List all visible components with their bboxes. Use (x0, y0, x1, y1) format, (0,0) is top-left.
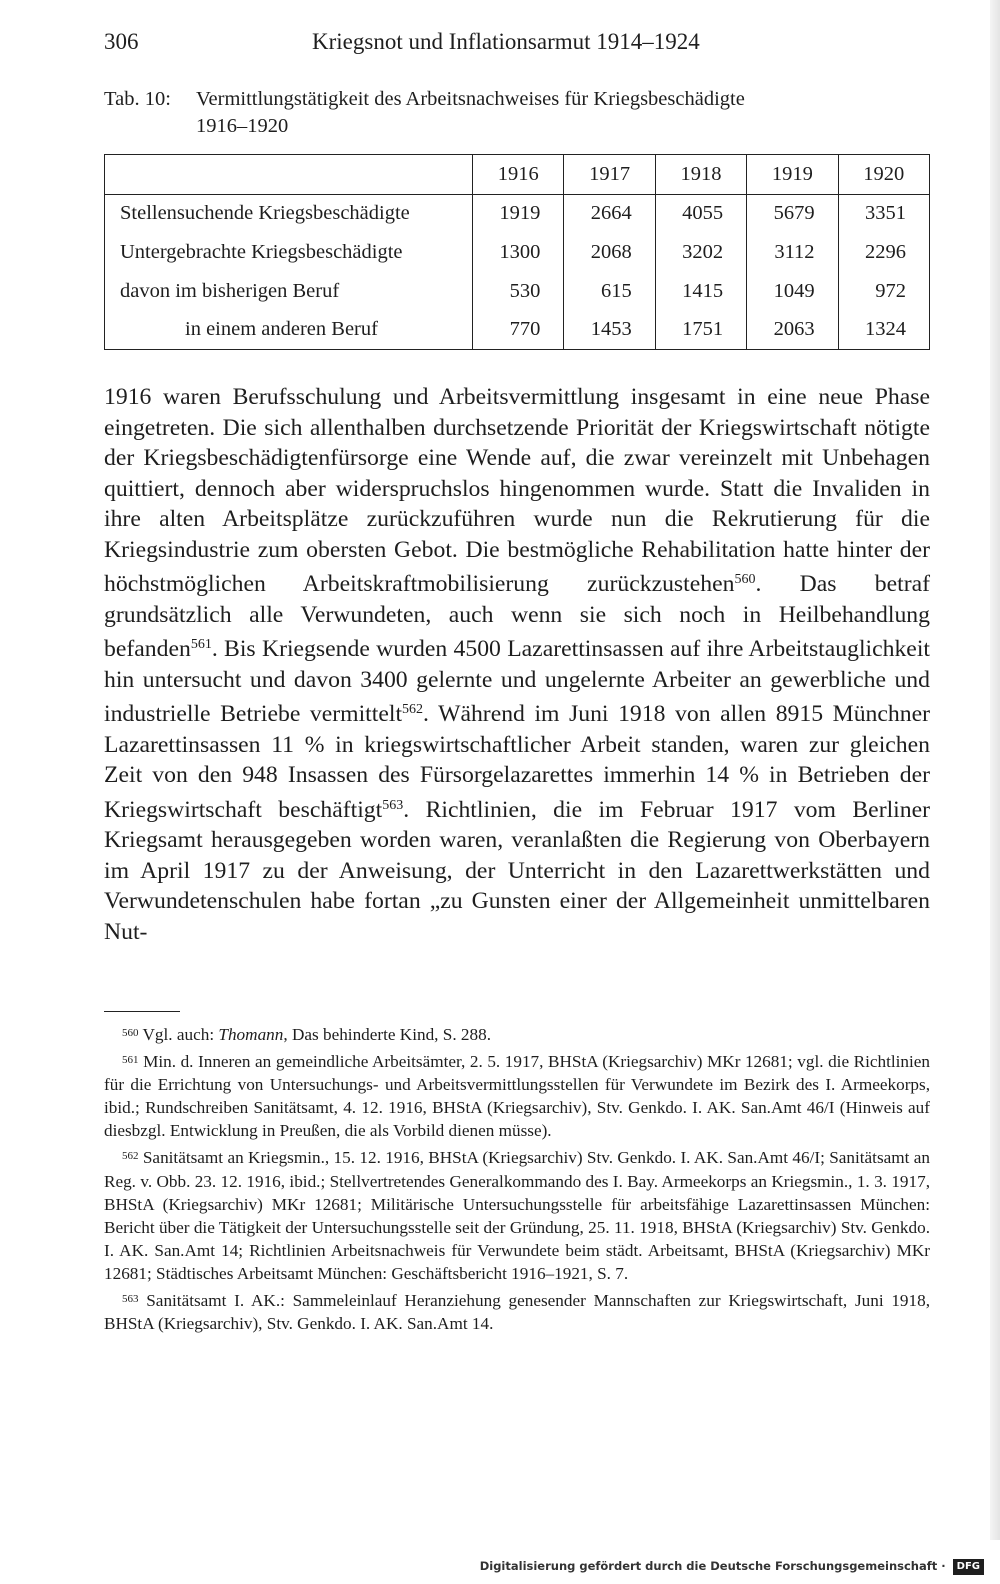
row-label: Stellensuchende Kriegsbeschädigte (105, 194, 473, 233)
table-row (105, 194, 930, 233)
table-cell: 770 (473, 310, 564, 349)
table-cell: 1049 (747, 272, 838, 311)
footnote (104, 1022, 930, 1046)
table-cell: 4055 (655, 194, 746, 233)
table-cell: 3202 (655, 233, 746, 272)
row-label: davon im bisherigen Beruf (105, 272, 473, 311)
footnote-text: , Das behinderte Kind, S. 288. (283, 1025, 492, 1044)
footnote-number: 560 (122, 1027, 139, 1039)
footnote-ref: 561 (190, 637, 212, 652)
footnote-text: Min. d. Inneren an gemeindliche Arbeitsämter, 2. 5. 1917, BHStA (Kriegsarchiv) MKr 12681; vgl. die Richtlinien für die Errichtung von Untersuchungs- und Arbeitsvermittlungsstellen für Verwundete im Bezirk des I. Armeekorps, ibid.; Rundschreiben Sanitätsamt, 4. 12. 1916, BHStA (Kriegsarchiv), Stv. Genkdo. I. AK. San.Amt 46/I (Hinweis auf diesbzgl. Entwicklung in Preußen, die als Vorbild dienen müsse). (104, 1052, 931, 1141)
statistics-table (104, 154, 930, 350)
table-label: Tab. 10: (104, 88, 171, 110)
table-cell: 3351 (838, 194, 929, 233)
footnote-number: 563 (122, 1293, 139, 1306)
year-header: 1916 (473, 155, 564, 195)
table-cell: 1453 (564, 310, 655, 349)
footnote-ref: 562 (402, 702, 424, 717)
page-number: 306 (104, 29, 139, 54)
body-paragraph (104, 382, 930, 947)
table-header-row (105, 155, 930, 195)
table-cell: 1919 (473, 194, 564, 233)
table-cell: 1415 (655, 272, 746, 311)
footnote-author: Thomann (218, 1025, 284, 1044)
table-title-line-1: Vermittlungstätigkeit des Arbeitsnachweises für Kriegsbeschädigte (196, 88, 745, 110)
footnote (104, 1288, 930, 1335)
table-cell: 2068 (564, 233, 655, 272)
table-row (105, 272, 930, 311)
footnotes (104, 1022, 930, 1338)
footnote (104, 1145, 930, 1285)
footnote-ref: 563 (382, 797, 404, 813)
table-cell: 2664 (564, 194, 655, 233)
credit-text: Digitalisierung gefördert durch die Deutsche Forschungsgemeinschaft · (479, 1559, 946, 1573)
table-cell: 1300 (473, 233, 564, 272)
row-label: Untergebrachte Kriegsbeschädigte (105, 233, 473, 272)
digitization-credit (480, 1556, 984, 1576)
footnote-number: 562 (122, 1150, 139, 1163)
body-text-segment: . Richtlinien, die im Februar 1917 vom Berliner Kriegsamt herausgegeben worden waren, veranlaßten die Regierung von Oberbayern im April 1917 zu der Anweisung, der Unterricht in den Lazarettwerkstätten und Verwundetenschulen habe fortan „zu Gunsten einer der Allgemeinheit unmittelbaren Nut- (104, 796, 930, 945)
table-cell: 530 (473, 272, 564, 311)
footnote-number: 561 (122, 1054, 139, 1067)
table-title (196, 86, 886, 140)
table-cell: 615 (564, 272, 655, 311)
table-row (105, 233, 930, 272)
table-cell: 2063 (747, 310, 838, 349)
page-edge-shadow (990, 0, 1000, 1540)
table-header-empty (105, 155, 473, 195)
year-header: 1919 (747, 155, 838, 195)
footnote-text: Sanitätsamt I. AK.: Sammeleinlauf Heranziehung genesender Mannschaften zur Kriegswirtschaft, Juni 1918, BHStA (Kriegsarchiv), Stv. Genkdo. I. AK. San.Amt 14. (104, 1291, 931, 1334)
year-header: 1920 (838, 155, 929, 195)
footnote (104, 1049, 930, 1142)
running-head: Kriegsnot und Inflationsarmut 1914–1924 (312, 29, 700, 54)
footnote-text: Sanitätsamt an Kriegsmin., 15. 12. 1916, BHStA (Kriegsarchiv) Stv. Genkdo. I. AK. San.Amt 46/I; Sanitätsamt an Reg. v. Obb. 23. 12. 1916, ibid.; Stellvertretendes Generalkommando des I. Bay. Armeekorps an Kriegsmin., 1. 3. 1917, BHStA (Kriegsarchiv) MKr 12681; Militärische Untersuchungsstelle für arbeitsfähige Lazarettinsassen München: Bericht über die Tätigkeit der Untersuchungsstelle seit der Gründung, 25. 11. 1918, BHStA (Kriegsarchiv) Stv. Genkdo. I. AK. San.Amt 14; Richtlinien Arbeitsnachweis für Verwundete beim städt. Arbeitsamt, BHStA (Kriegsarchiv) MKr 12681; Städtisches Arbeitsamt München: Geschäftsbericht 1916–1921, S. 7. (104, 1148, 930, 1283)
body-text (104, 382, 930, 947)
body-text-segment: . Während im Juni 1918 von allen 8915 Münchner Lazarettinsassen 11 % in kriegswirtschaftlicher Arbeit standen, waren zur gleichen Zeit von den 948 Insassen des Fürsorgelazarettes immerhin 14 % in Betrieben der Kriegswirtschaft beschäftigt (104, 701, 930, 823)
body-text-segment: 1916 waren Berufsschulung und Arbeitsvermittlung insgesamt in eine neue Phase eingetreten. Die sich allenthalben durchsetzende Priorität der Kriegswirtschaft nötigte der Kriegsbeschädigtenfürsorge eine Wende auf, die zwar vereinzelt mit Unbehagen quittiert, dennoch aber widerspruchslos hingenommen wurde. Statt die Invaliden in ihre alten Arbeitsplätze zurückzuführen wurde nun die Rekrutierung für die Kriegsindustrie zum obersten Gebot. Die bestmögliche Rehabilitation hatte hinter der höchstmöglichen Arbeitskraftmobilisierung zurückzustehen (104, 384, 930, 597)
year-header: 1917 (564, 155, 655, 195)
row-label: in einem anderen Beruf (105, 310, 473, 349)
footnote-divider (104, 1011, 180, 1012)
table-cell: 1324 (838, 310, 929, 349)
table-cell: 3112 (747, 233, 838, 272)
table-cell: 5679 (747, 194, 838, 233)
year-header: 1918 (655, 155, 746, 195)
table-row (105, 310, 930, 349)
body-text-segment: . Bis Kriegsende wurden 4500 Lazarettinsassen auf ihre Arbeitstauglichkeit hin untersucht und davon 3400 gelernte und ungelernte Arbeiter an gewerbliche und industrielle Betriebe vermittelt (104, 636, 930, 727)
body-text-segment: . Das betraf grundsätzlich alle Verwundeten, auch wenn sie sich noch in Heilbehandlung befanden (104, 571, 930, 662)
table-title-line-2: 1916–1920 (196, 115, 289, 137)
table-cell: 2296 (838, 233, 929, 272)
table-cell: 972 (838, 272, 929, 311)
dfg-logo: DFG (953, 1559, 984, 1575)
footnote-ref: 560 (734, 572, 756, 587)
page-header (104, 24, 930, 60)
table-cell: 1751 (655, 310, 746, 349)
footnote-text: Vgl. auch: (142, 1025, 219, 1044)
